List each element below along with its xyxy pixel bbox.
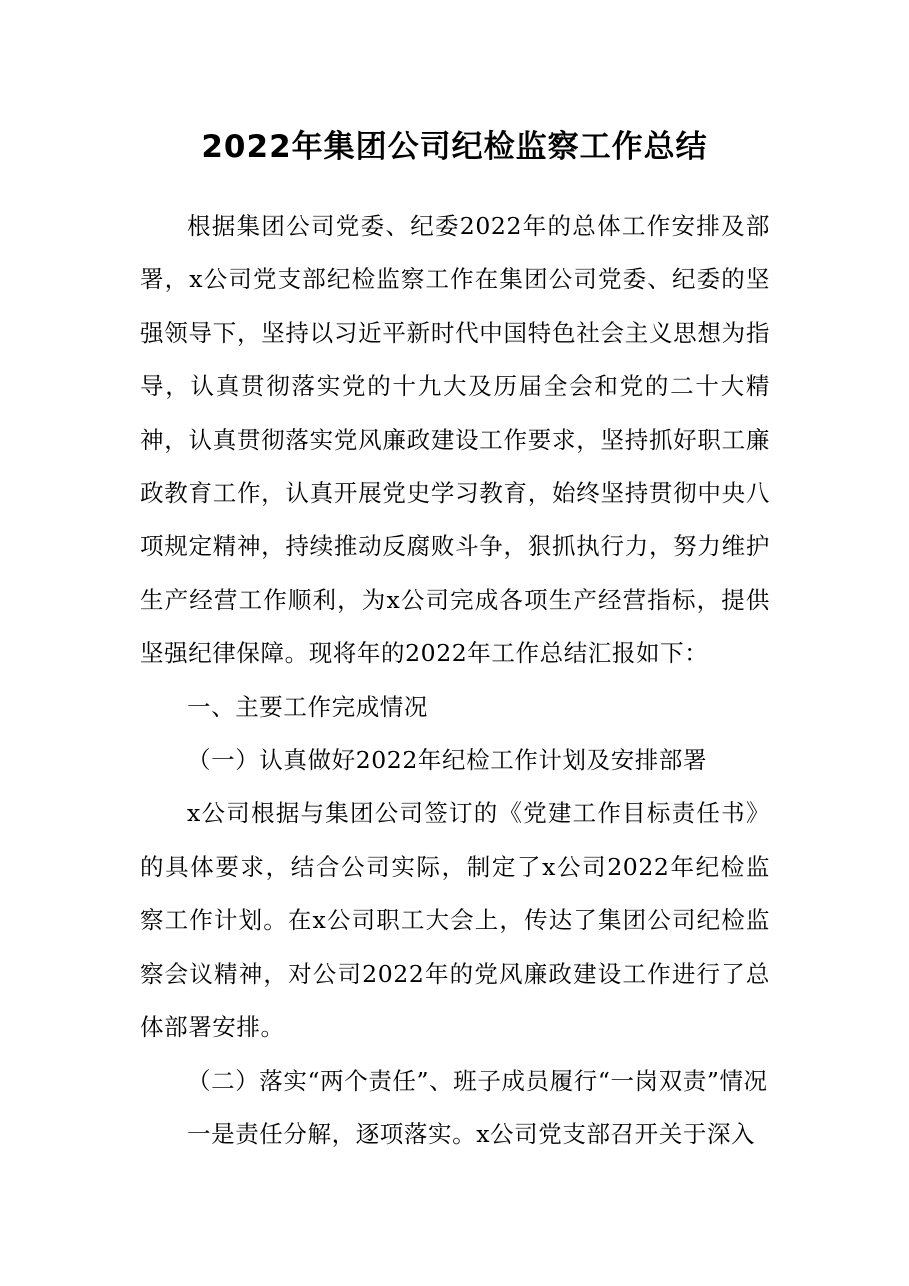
body-paragraph-1: x公司根据与集团公司签订的《党建工作目标责任书》的具体要求，结合公司实际，制定了x公司2022年纪检监察工作计划。在x公司职工大会上，传达了集团公司纪检监察会议精神，对公司2022年的党风廉政建设工作进行了总体部署安排。 (140, 799, 770, 1042)
document-title: 2022年集团公司纪检监察工作总结 (201, 129, 708, 165)
body-paragraph-2: 一是责任分解，逐项落实。x公司党支部召开关于深入 (187, 1119, 756, 1148)
subsection-heading-1: （一）认真做好2022年纪检工作计划及安排部署 (187, 746, 708, 775)
document-body (140, 200, 770, 1161)
intro-paragraph: 根据集团公司党委、纪委2022年的总体工作安排及部署，x公司党支部纪检监察工作在集团公司党委、纪委的坚强领导下，坚持以习近平新时代中国特色社会主义思想为指导，认真贯彻落实党的十九大及历届全会和党的二十大精神，认真贯彻落实党风廉政建设工作要求，坚持抓好职工廉政教育工作，认真开展党史学习教育，始终坚持贯彻中央八项规定精神，持续推动反腐败斗争，狠抓执行力，努力维护生产经营工作顺利，为x公司完成各项生产经营指标，提供坚强纪律保障。现将年的2022年工作总结汇报如下： (140, 212, 770, 668)
section-heading-1: 一、主要工作完成情况 (187, 692, 428, 721)
subsection-heading-2: （二）落实“两个责任”、班子成员履行“一岗双责”情况 (187, 1066, 768, 1095)
